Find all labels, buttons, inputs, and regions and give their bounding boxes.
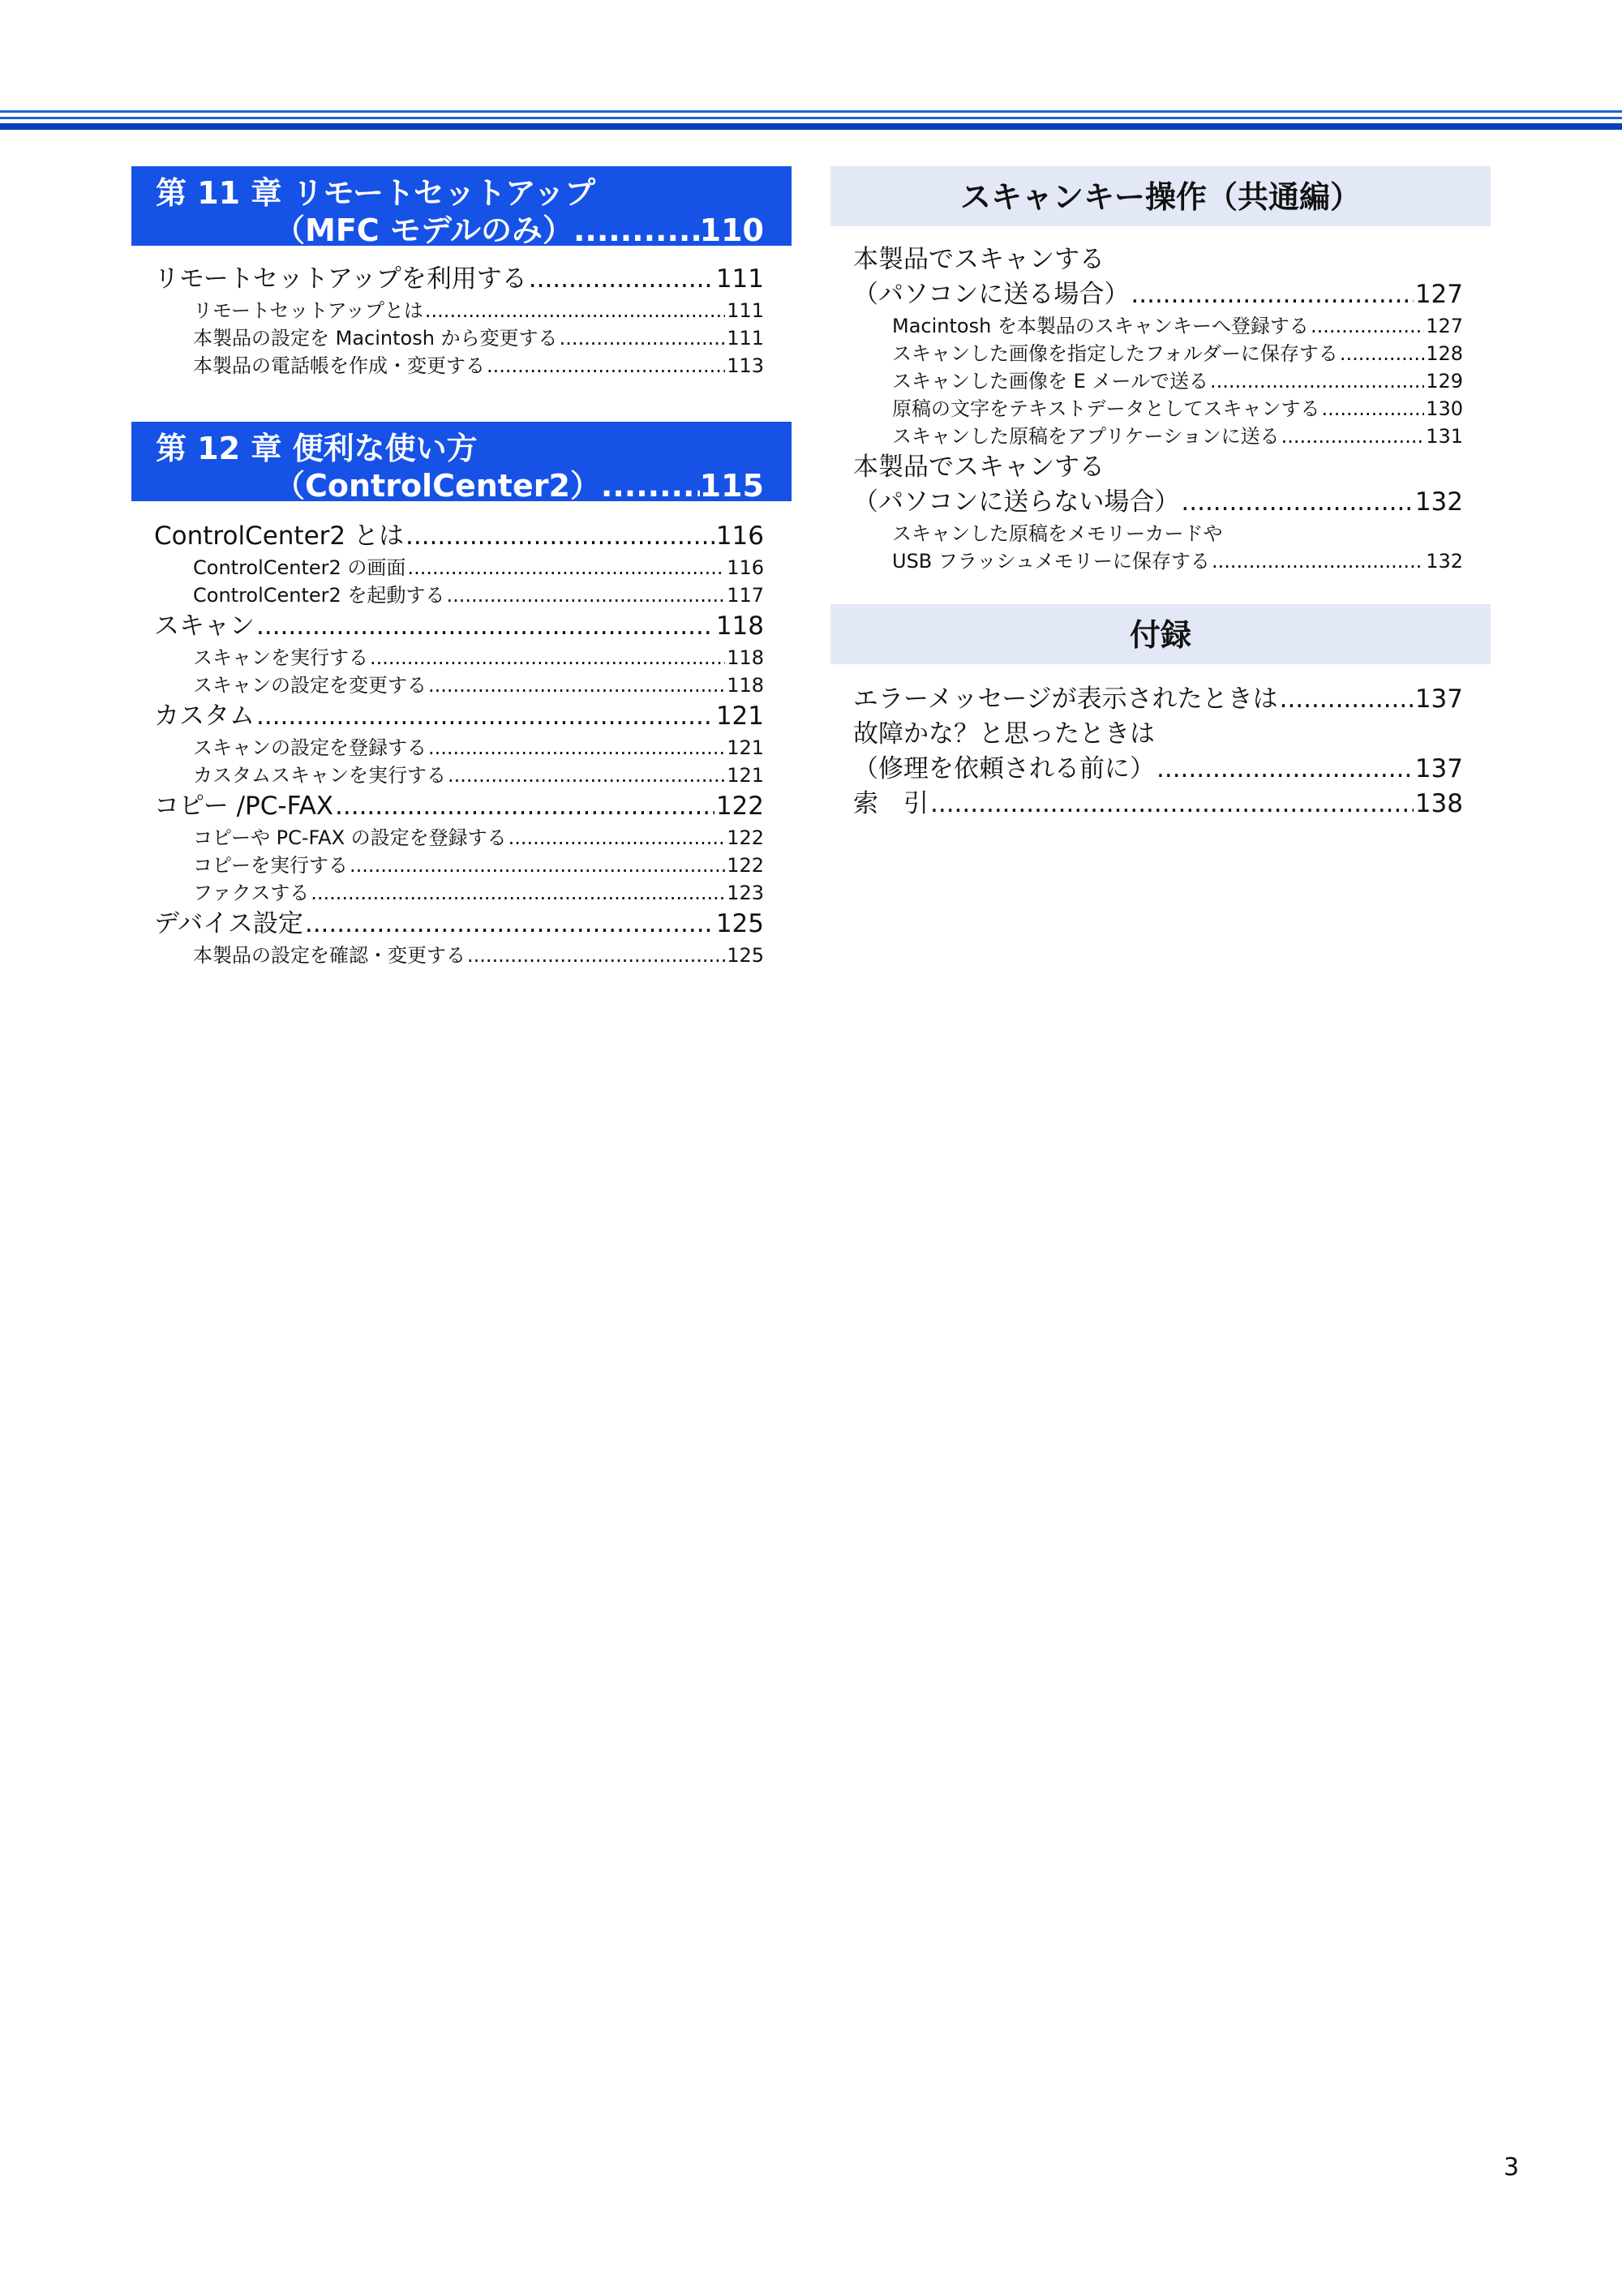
chapter-11-subtitle: （MFC モデルのみ）	[274, 212, 573, 248]
scan-key-section-heading[interactable]: スキャンキー操作（共通編）	[830, 166, 1491, 226]
appendix-entries	[830, 682, 1491, 822]
chapter-12-title: 第 12 章 便利な使い方	[156, 431, 478, 466]
chapter-11-title: 第 11 章 リモートセットアップ	[156, 175, 596, 211]
toc-subentry[interactable]: スキャンした画像を指定したフォルダーに保存する ..... 128	[853, 340, 1463, 367]
header-rule-thin-2	[0, 117, 1622, 119]
toc-entry[interactable]: 索 引 ..... 138	[853, 787, 1463, 822]
toc-subentry[interactable]: スキャンした画像を E メールで送る ..... 129	[853, 367, 1463, 395]
toc-subentry[interactable]: スキャンを実行する ..... 118	[154, 644, 764, 672]
toc-entry-line[interactable]: 故障かな？と思ったときは	[853, 719, 1155, 749]
toc-entry[interactable]: （パソコンに送らない場合） ..... 132	[853, 485, 1463, 520]
toc-subentry[interactable]: スキャンした原稿をアプリケーションに送る ..... 131	[853, 423, 1463, 450]
toc-subentry[interactable]: 原稿の文字をテキストデータとしてスキャンする ..... 130	[853, 395, 1463, 423]
page-number: 3	[1504, 2153, 1520, 2182]
header-rule-thin-1	[0, 110, 1622, 113]
toc-entry[interactable]: コピー /PC-FAX ..... 122	[154, 789, 764, 824]
toc-subentry[interactable]: Macintosh を本製品のスキャンキーへ登録する ..... 127	[853, 312, 1463, 340]
chapter-12-heading[interactable]	[131, 422, 792, 504]
toc-entry[interactable]: リモートセットアップを利用する ..... 111	[154, 262, 764, 297]
toc-left-column	[131, 166, 792, 969]
toc-subentry[interactable]: カスタムスキャンを実行する ..... 121	[154, 762, 764, 789]
toc-entry[interactable]: デバイス設定 ..... 125	[154, 907, 764, 942]
header-rule-thick	[0, 123, 1622, 130]
toc-entry[interactable]: （パソコンに送る場合） ..... 127	[853, 277, 1463, 312]
toc-subentry[interactable]: USB フラッシュメモリーに保存する ..... 132	[853, 547, 1463, 575]
toc-subentry[interactable]: リモートセットアップとは ..... 111	[154, 297, 764, 324]
toc-subentry[interactable]: 本製品の設定を確認・変更する ..... 125	[154, 942, 764, 969]
toc-subentry[interactable]: ControlCenter2 を起動する ..... 117	[154, 582, 764, 609]
toc-subentry[interactable]: 本製品の設定を Macintosh から変更する ..... 111	[154, 324, 764, 352]
toc-right-column	[830, 166, 1491, 822]
toc-entry[interactable]: カスタム ..... 121	[154, 699, 764, 734]
appendix-section-heading[interactable]: 付録	[830, 604, 1491, 664]
chapter-11-entries	[131, 262, 792, 380]
chapter-12-entries	[131, 519, 792, 969]
toc-entry[interactable]: （修理を依頼される前に） ..... 137	[853, 752, 1463, 787]
toc-subentry[interactable]: コピーを実行する ..... 122	[154, 852, 764, 879]
chapter-11-page: 110	[699, 212, 764, 248]
toc-subentry[interactable]: ControlCenter2 の画面 ..... 116	[154, 554, 764, 582]
toc-subentry[interactable]: スキャンの設定を登録する ..... 121	[154, 734, 764, 762]
toc-subentry-line[interactable]: スキャンした原稿をメモリーカードや	[892, 522, 1223, 545]
toc-subentry[interactable]: コピーや PC-FAX の設定を登録する ..... 122	[154, 824, 764, 852]
chapter-12-page: 115	[699, 468, 764, 504]
toc-entry[interactable]: スキャン ..... 118	[154, 609, 764, 644]
scan-key-entries	[830, 242, 1491, 575]
toc-entry[interactable]: ControlCenter2 とは ..... 116	[154, 519, 764, 554]
toc-entry[interactable]: エラーメッセージが表示されたときは ..... 137	[853, 682, 1463, 717]
toc-subentry[interactable]: スキャンの設定を変更する ..... 118	[154, 672, 764, 699]
chapter-12-subtitle: （ControlCenter2）	[274, 468, 601, 504]
toc-subentry[interactable]: ファクスする ..... 123	[154, 879, 764, 907]
toc-subentry[interactable]: 本製品の電話帳を作成・変更する ..... 113	[154, 352, 764, 380]
chapter-11-heading[interactable]	[131, 166, 792, 246]
toc-entry-line[interactable]: 本製品でスキャンする	[853, 245, 1105, 274]
toc-entry-line[interactable]: 本製品でスキャンする	[853, 453, 1105, 482]
